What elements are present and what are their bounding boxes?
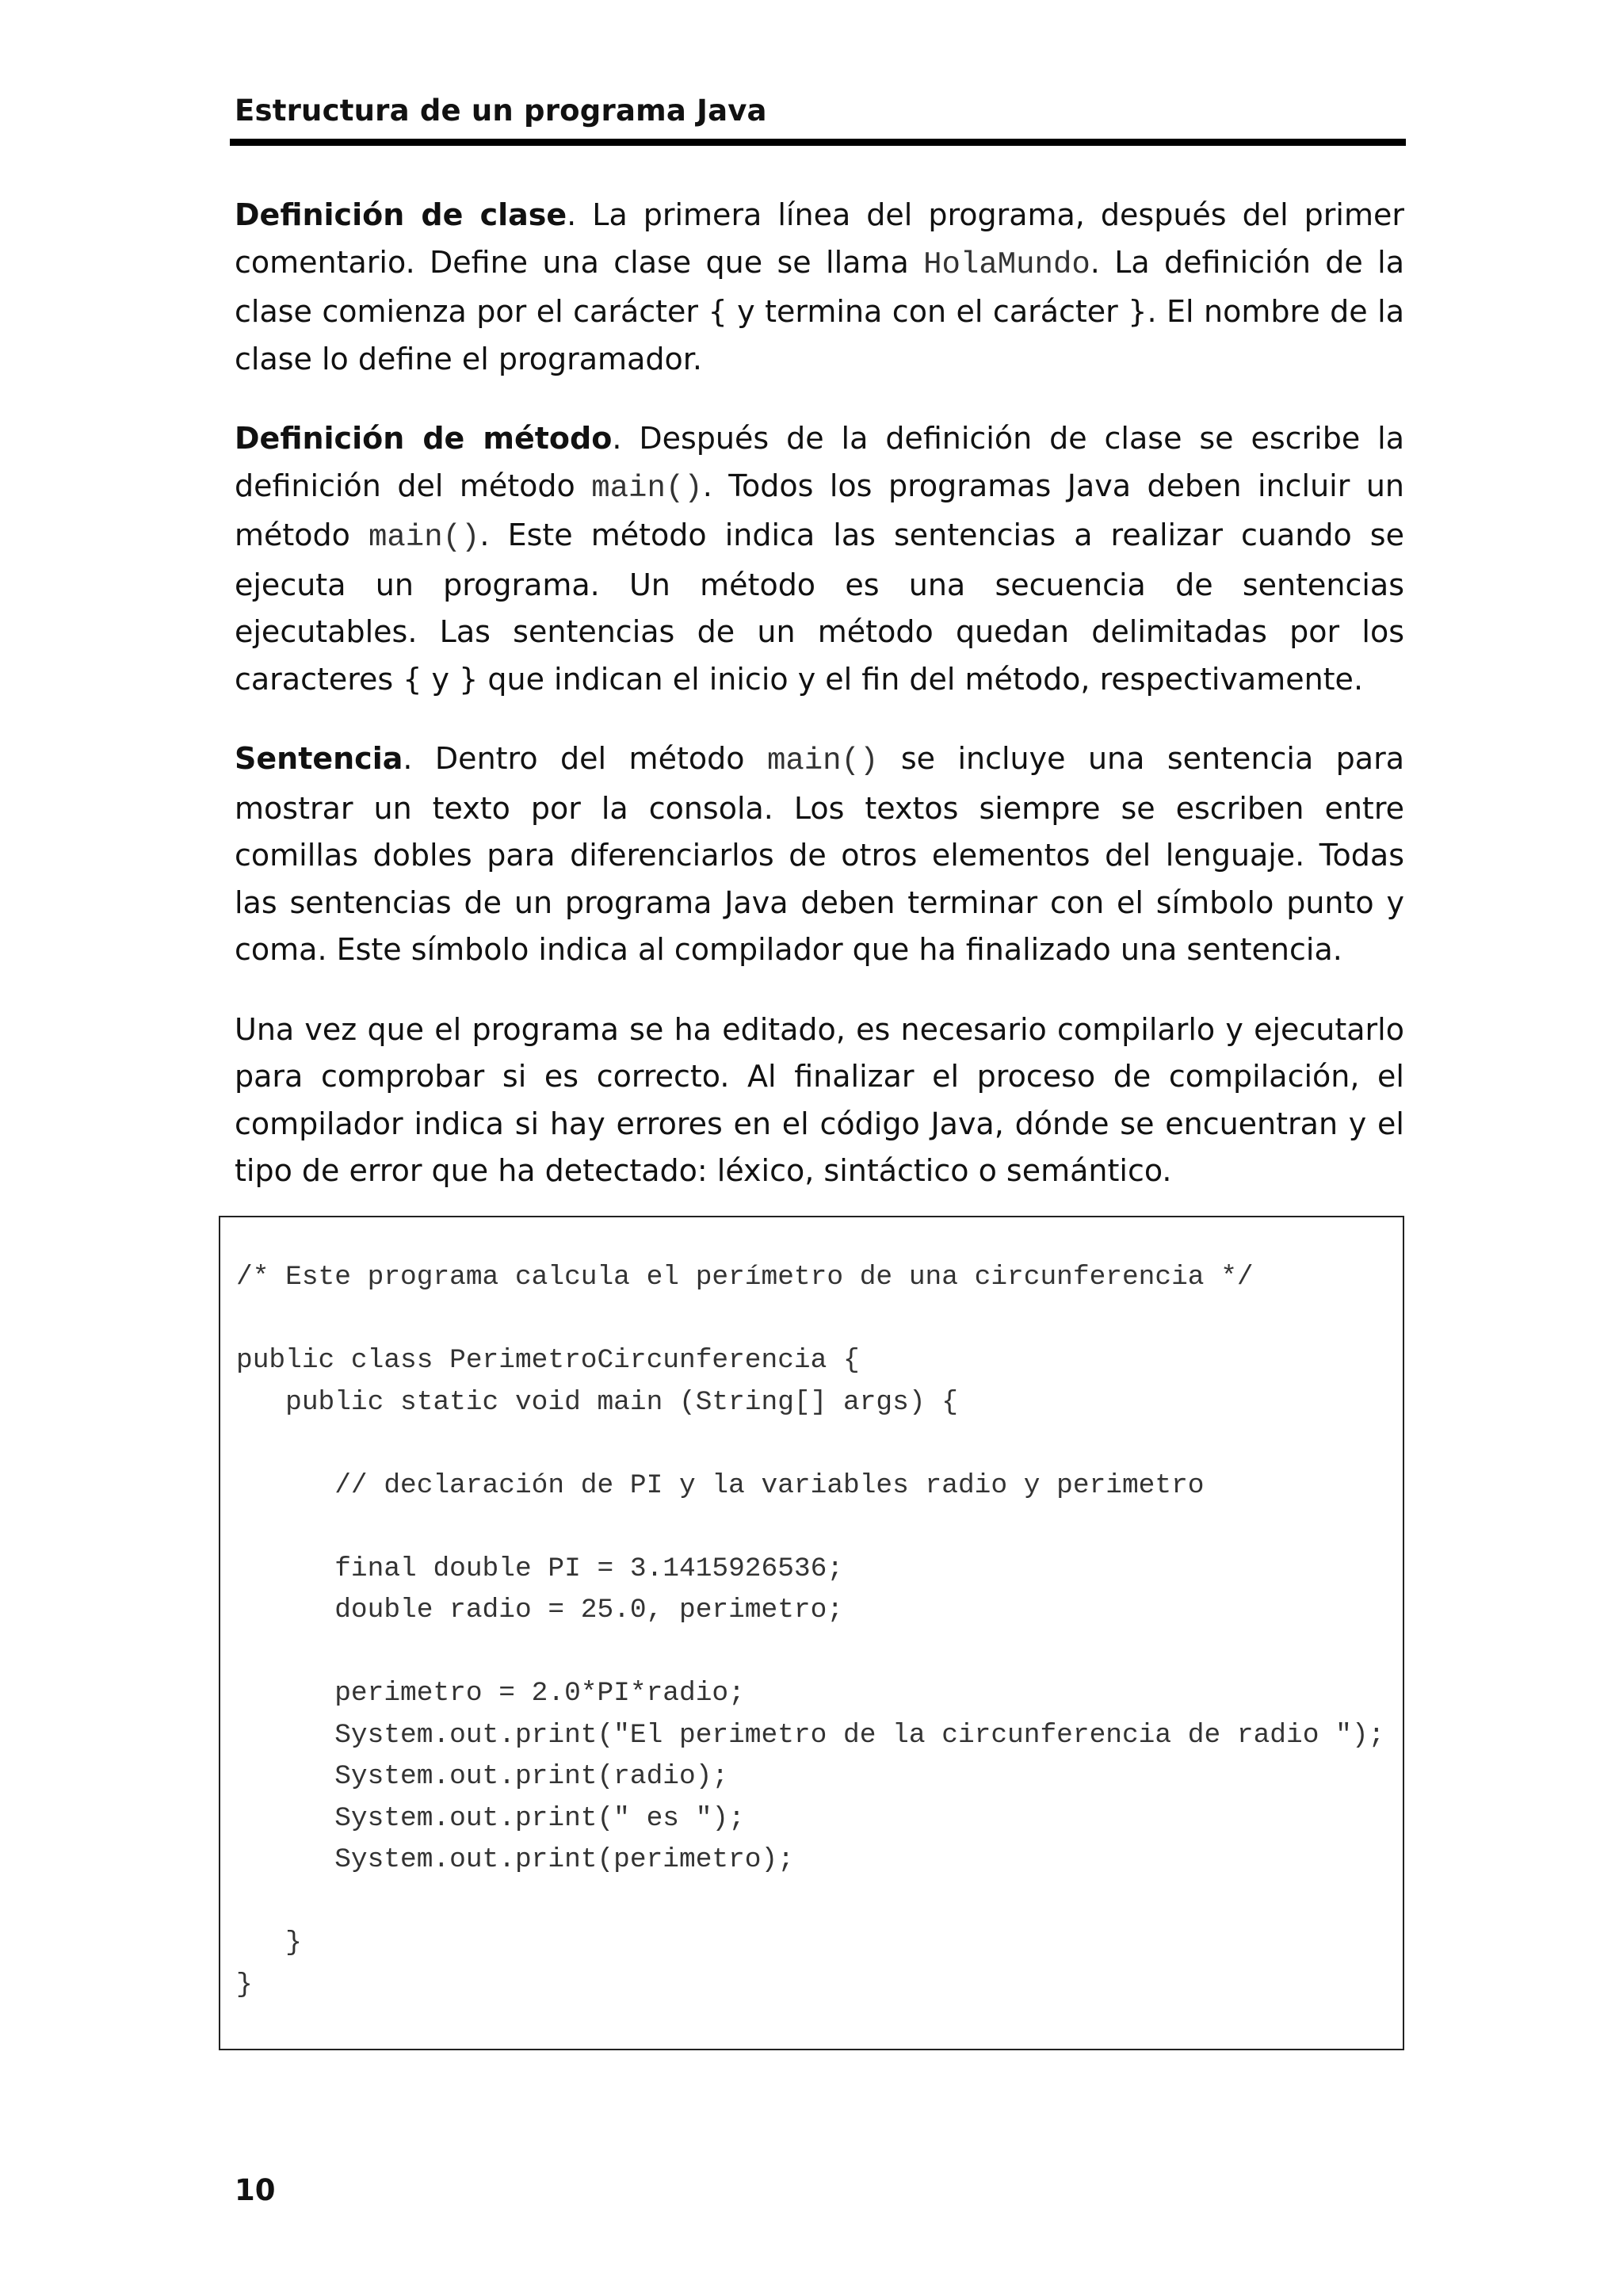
code-line: System.out.print(perimetro); (236, 1844, 794, 1875)
term-definicion-metodo: Definición de método (235, 421, 613, 456)
code-line: System.out.print(" es "); (236, 1802, 745, 1834)
code-line: } (236, 1927, 302, 1958)
paragraph-sentencia (235, 735, 1404, 974)
code-line (236, 1632, 1384, 1674)
page-number: 10 (235, 2173, 276, 2207)
paragraph-text: . La definición de la clase comienza por el carácter { y termina con el carácter }. El nombre de la clase lo define el programador. (235, 244, 1404, 376)
paragraph-text: . Este método indica las sentencias a realizar cuando se ejecuta un programa. Un método es una secuencia de sentencias ejecutables. Las sentencias de un método quedan delimitadas por los caracteres { y } que indican el inicio y el fin del método, respectivamente. (235, 518, 1404, 697)
paragraph-text: . Dentro del método (403, 741, 767, 776)
paragraph-text: . Todos los programas Java deben incluir un método (235, 468, 1404, 552)
code-line: public static void main (String[] args) { (236, 1386, 958, 1418)
code-line (236, 1507, 1384, 1549)
paragraph-definicion-clase (235, 192, 1404, 383)
code-listing (236, 1257, 1384, 2006)
code-listing-box (219, 1216, 1404, 2050)
code-line (236, 1299, 1384, 1341)
code-line: perimetro = 2.0*PI*radio; (236, 1678, 745, 1709)
body-text (235, 192, 1404, 1195)
header-rule (230, 139, 1406, 146)
code-line: // declaración de PI y la variables radio y perimetro (236, 1469, 1205, 1501)
paragraph-definicion-metodo (235, 415, 1404, 703)
inline-code-holamundo: HolaMundo (923, 246, 1090, 282)
paragraph-text: . Después de la definición de clase se escribe la definición del método (235, 421, 1405, 503)
inline-code-main: main() (766, 743, 879, 778)
code-line (236, 1881, 1384, 1924)
paragraph-text: . La primera línea del programa, después del primer comentario. Define una clase que se llama (235, 197, 1404, 280)
term-definicion-clase: Definición de clase (235, 197, 567, 232)
code-line: /* Este programa calcula el perímetro de una circunferencia */ (236, 1262, 1254, 1293)
code-line: double radio = 25.0, perimetro; (236, 1595, 844, 1626)
code-line: final double PI = 3.1415926536; (236, 1553, 844, 1584)
code-line: public class PerimetroCircunferencia { (236, 1345, 860, 1376)
paragraph-compilacion: Una vez que el programa se ha editado, es necesario compilarlo y ejecutarlo para comprobar si es correcto. Al finalizar el proceso de compilación, el compilador indica si hay errores en el código Java, dónde se encuentran y el tipo de error que ha detectado: léxico, sintáctico o semántico. (235, 1011, 1404, 1188)
code-line: } (236, 1969, 253, 2000)
code-line (236, 1423, 1384, 1465)
term-sentencia: Sentencia (235, 741, 403, 776)
paragraph-text: se incluye una sentencia para mostrar un texto por la consola. Los textos siempre se escriben entre comillas dobles para diferenciarlos de otros elementos del lenguaje. Todas las sentencias de un programa Java deben terminar con el símbolo punto y coma. Este símbolo indica al compilador que ha finalizado una sentencia. (235, 741, 1405, 967)
code-line: System.out.print(radio); (236, 1761, 729, 1792)
inline-code-main: main() (368, 520, 480, 555)
running-header-title: Estructura de un programa Java (235, 94, 767, 128)
inline-code-main: main() (591, 470, 703, 506)
code-line: System.out.print("El perimetro de la circunferencia de radio "); (236, 1719, 1385, 1751)
